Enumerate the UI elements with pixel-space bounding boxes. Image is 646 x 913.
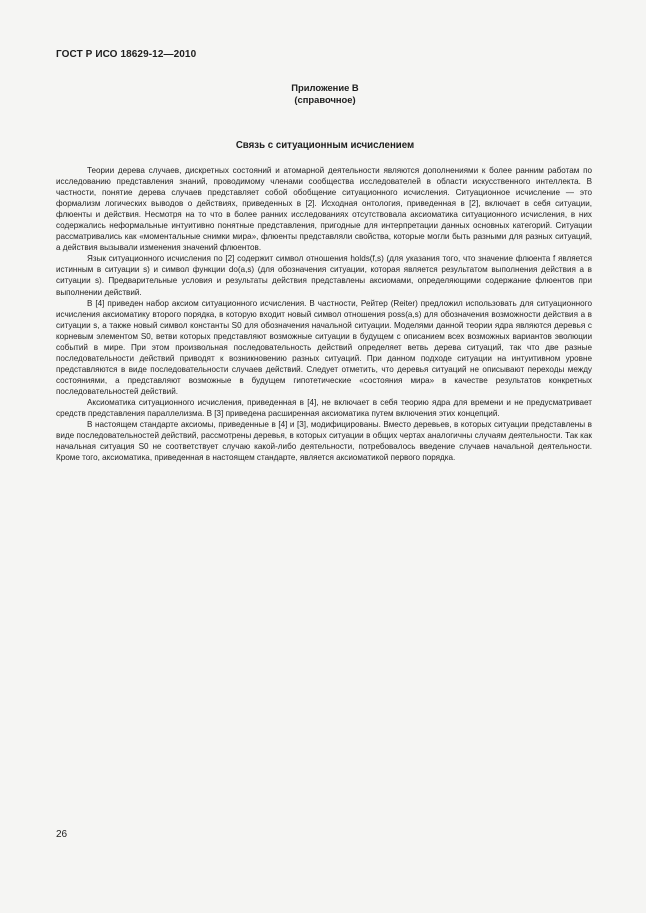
paragraph: Язык ситуационного исчисления по [2] содержит символ отношения holds(f,s) (для указания того, что значение флюента f является истинным в ситуации s) и символ функции do(a,s) (для обозначения ситуации, которая является результатом выполнения действия a в ситуации s). Предварительные условия и результаты действия представлены аксиомами, определяющими содержание флюентов при выполнении действий. [56, 254, 592, 297]
paragraph: В [4] приведен набор аксиом ситуационного исчисления. В частности, Рейтер (Reiter) предложил использовать для ситуационного исчисления аксиоматику второго порядка, в которую входит новый символ отношения poss(a,s) для обозначения возможности действия a в ситуации s, а также новый символ константы S0 для обозначения начальной ситуации. Моделями данной теории ядра являются деревья с корневым элементом S0, ветви которых представляют возможные ситуации в будущем с описанием всех возможных вариантов эволюции событий в мире. При этом произвольная последовательность действий определяет ветвь дерева ситуаций, так что две разные последовательности действий приводят к возникновению разных ситуаций. При данном подходе ситуации на интуитивном уровне представляются в виде последовательности случаев действий. Следует отметить, что деревья ситуаций не описывают переходы между состояниями, а представляют возможные в будущем гипотетические «состояния мира» в качестве результатов конкретных последовательностей действий. [56, 298, 592, 396]
appendix-label: Приложение В [291, 82, 359, 93]
appendix-note: (справочное) [294, 94, 356, 105]
section-title: Связь с ситуационным исчислением [235, 140, 415, 151]
appendix-heading [230, 82, 420, 106]
paragraph: Теории дерева случаев, дискретных состояний и атомарной деятельности являются дополнениями к более ранним работам по исследованию представления знаний, проводимому членами сообщества исследователей в области искусственного интеллекта. В частности, понятие дерева случаев представляет собой обобщение ситуационного исчисления. Ситуационное исчисление — это формализм логических выводов о действиях, приведенных в [2]. Исходная онтология, приведенная в [2], включает в себя ситуации, флюенты и действия. Несмотря на то что в более ранних исследованиях отсутствовала аксиоматика ситуационного исчисления, в них содержались неформальные интуитивно понятные представления, пригодные для интерпретации данных основных категорий. Ситуации рассматривались как «моментальные снимки мира», флюенты представляли свойства, которые могли быть разными для разных ситуаций, а действия вызывали изменения значений флюентов. [56, 166, 592, 253]
page-number: 26 [56, 829, 68, 840]
standard-header: ГОСТ Р ИСО 18629-12—2010 [56, 49, 197, 60]
paragraph: Аксиоматика ситуационного исчисления, приведенная в [4], не включает в себя теорию ядра для времени и не предусматривает средств представления параллелизма. В [3] приведена расширенная аксиоматика путем включения этих концепций. [56, 397, 592, 419]
paragraph: В настоящем стандарте аксиомы, приведенные в [4] и [3], модифицированы. Вместо деревьев, в которых ситуации представлены в виде последовательностей действий, рассмотрены деревья, в которых ситуации в общих чертах аналогичны случаям деятельности. Так как начальная ситуация S0 не соответствует случаю какой-либо деятельности, потребовалось введение случаев начальной деятельности. Кроме того, аксиоматика, приведенная в настоящем стандарте, является аксиоматикой первого порядка. [56, 420, 592, 463]
body-text [56, 165, 592, 463]
